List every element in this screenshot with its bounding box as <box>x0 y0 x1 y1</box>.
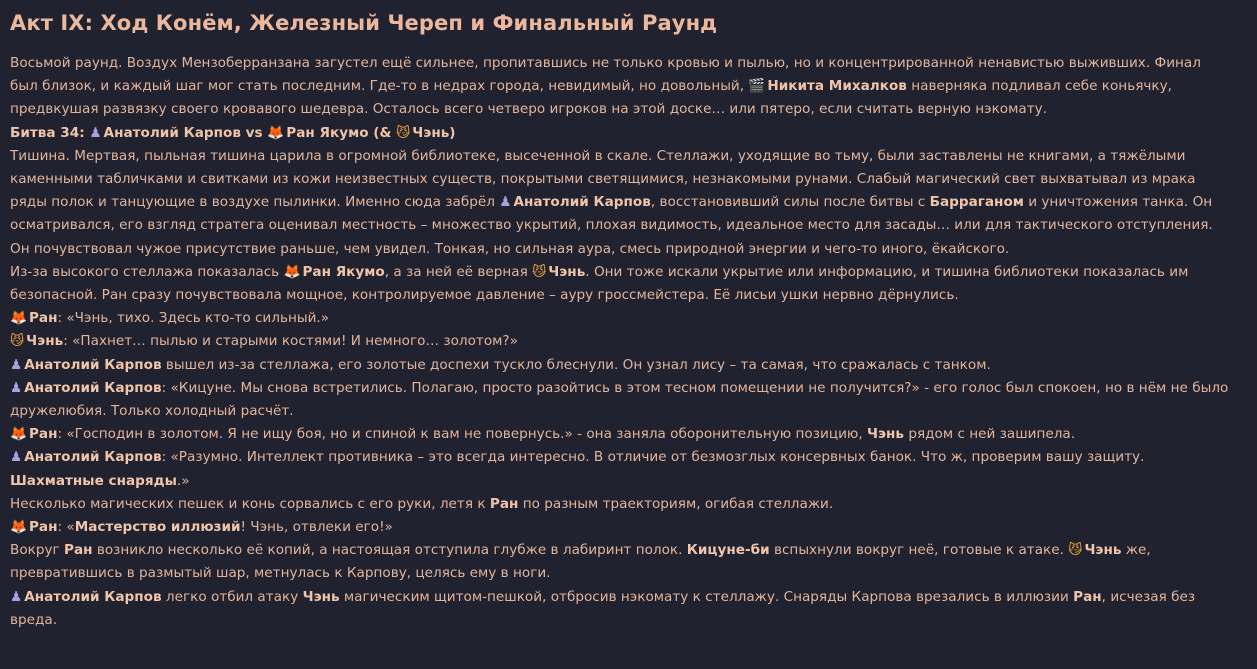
story-paragraph <box>10 516 1233 539</box>
bold-text: Анатолий Карпов <box>24 356 162 373</box>
story-paragraph <box>10 423 1233 446</box>
text-run: .» <box>176 472 190 489</box>
text-run: : «Кицуне. Мы снова встретились. Полагаю, просто разойтись в этом тесном помещении не получится?» - его голос был спокоен, но в нём не было дружелюбия. Только холодный расчёт. <box>10 379 1229 420</box>
bold-text: Чэнь) <box>412 124 456 141</box>
text-run: по разным траекториям, огибая стеллажи. <box>518 495 834 512</box>
fox-face-icon: 🦊 <box>267 124 285 141</box>
story-paragraph <box>10 539 1233 585</box>
text-run: . Они тоже искали укрытие или информацию, и тишина библиотеки показалась им безопасной. Ран сразу почувствовала мощное, контролируемое давление – ауру гроссмейстера. Её лисьи ушки нервно дёрнулись. <box>10 263 1189 304</box>
bold-text: Чэнь <box>548 263 586 280</box>
text-run: ! Чэнь, отвлеки его!» <box>240 519 393 536</box>
text-run: , а за ней её верная <box>384 263 533 280</box>
bold-text: Анатолий Карпов <box>24 449 162 466</box>
bold-text: Битва 34: <box>10 124 90 141</box>
cat-face-icon: 😼 <box>10 333 25 350</box>
bold-text: Шахматные снаряды <box>10 472 177 489</box>
text-run: Вокруг <box>10 542 64 559</box>
bold-text: Анатолий Карпов <box>513 194 651 211</box>
text-run: : «Господин в золотом. Я не ищу боя, но и спиной к вам не повернусь.» - она заняла оборонительную позицию, <box>57 426 867 443</box>
bold-text: Анатолий Карпов vs <box>103 124 268 141</box>
story-paragraph <box>10 493 1233 516</box>
chess-pawn-icon: ♟ <box>10 449 23 466</box>
text-run: : «Разумно. Интеллект противника – это всегда интересно. В отличие от безмозглых консервных банок. Что ж, проверим вашу защиту. <box>161 449 1145 466</box>
fox-face-icon: 🦊 <box>283 263 301 280</box>
text-run: Тишина. Мертвая, пыльная тишина царила в огромной библиотеке, высеченной в скале. Стеллажи, уходящие во тьму, были заставлены не книгами, а тяжёлыми каменными табличками и свитками из кожи неизвестных существ, покрытыми светящимися, незнакомыми рунами. Слабый магический свет выхватывал из мрака ряды полок и танцующие в воздухе пылинки. Именно сюда забрёл <box>10 147 1196 211</box>
text-run: Несколько магических пешек и конь сорвались с его руки, летя к <box>10 495 490 512</box>
bold-text: Анатолий Карпов <box>24 379 162 396</box>
story-paragraph <box>10 330 1233 353</box>
bold-text: Ран <box>28 310 58 327</box>
page-title: Акт IX: Ход Конём, Железный Череп и Финальный Раунд <box>10 11 718 35</box>
text-run: возникло несколько её копий, а настоящая отступила глубже в лабиринт полок. <box>92 542 687 559</box>
text-run: же, превратившись в размытый шар, метнулась к Карпову, целясь ему в ноги. <box>10 542 1151 582</box>
fox-face-icon: 🦊 <box>10 426 27 443</box>
story-paragraph <box>10 377 1233 423</box>
story-paragraph <box>10 354 1233 377</box>
text-run: : « <box>57 519 75 536</box>
bold-text: Ран <box>1073 588 1102 605</box>
chess-pawn-icon: ♟ <box>499 194 512 211</box>
text-run: : «Чэнь, тихо. Здесь кто-то сильный.» <box>57 310 330 327</box>
chess-pawn-icon: ♟ <box>89 124 102 141</box>
bold-text: Ран Якумо (& <box>286 124 397 141</box>
bold-text: Мастерство иллюзий <box>74 519 241 536</box>
bold-text: Чэнь <box>26 333 64 350</box>
story-content <box>10 52 1233 632</box>
text-run: вспыхнули вокруг неё, готовые к атаке. <box>769 542 1069 559</box>
text-run: магическим щитом-пешкой, отбросив нэкомату к стеллажу. Снаряды Карпова врезались в иллюзии <box>339 588 1074 605</box>
bold-text: Чэнь <box>302 588 340 605</box>
bold-text: Чэнь <box>867 426 905 443</box>
text-run: : «Пахнет… пылью и старыми костями! И немного… золотом?» <box>63 333 518 350</box>
chess-pawn-icon: ♟ <box>10 356 23 373</box>
text-run: и уничтожения танка. Он осматривался, его взгляд стратега оценивал местность – множество укрытий, плохая видимость, идеальное место для засады… или для тактического отступления. Он почувствовал чужое присутствие раньше, чем увидел. Тонкая, но сильная аура, смесь природной энергии и чего-то иного, ёкайского. <box>10 194 1213 257</box>
story-paragraph <box>10 52 1233 122</box>
cat-face-icon: 😼 <box>1068 542 1083 559</box>
text-run: вышел из-за стеллажа, его золотые доспехи тускло блеснули. Он узнал лису – та самая, что сражалась с танком. <box>161 356 991 373</box>
text-run: Восьмой раунд. Воздух Мензоберранзана загустел ещё сильнее, пропитавшись не только кровью и пылью, но и концентрированной ненавистью выживших. Финал был близок, и каждый шаг мог стать последним. Где-то в недрах города, невидимый, но довольный, <box>10 55 1201 95</box>
bold-text: Анатолий Карпов <box>24 588 162 605</box>
text-run: , исчезая без вреда. <box>10 588 1196 628</box>
bold-text: Ран <box>64 542 93 559</box>
bold-text: Ран <box>28 426 58 443</box>
fox-face-icon: 🦊 <box>10 519 27 536</box>
chess-pawn-icon: ♟ <box>10 379 23 396</box>
cat-face-icon: 😼 <box>396 124 411 141</box>
bold-text: Никита Михалков <box>767 78 907 95</box>
bold-text: Ран <box>28 519 58 536</box>
bold-text: Ран Якумо <box>302 263 385 280</box>
chess-pawn-icon: ♟ <box>10 588 23 605</box>
story-paragraph <box>10 122 1233 145</box>
story-paragraph <box>10 307 1233 330</box>
text-run: рядом с ней зашипела. <box>904 426 1076 443</box>
story-paragraph <box>10 145 1233 261</box>
story-paragraph <box>10 586 1233 632</box>
bold-text: Чэнь <box>1084 542 1122 559</box>
story-paragraph <box>10 446 1233 492</box>
text-run: , восстановивший силы после битвы с <box>650 194 930 211</box>
text-run: легко отбил атаку <box>161 588 303 605</box>
text-run: наверняка подливал себе коньячку, предвкушая развязку своего кровавого шедевра. Осталось всего четверо игроков на этой доске… или пятеро, если считать верную нэкомату. <box>10 78 1172 118</box>
bold-text: Кицуне-би <box>686 542 770 559</box>
fox-face-icon: 🦊 <box>10 310 27 327</box>
cat-face-icon: 😼 <box>532 263 547 280</box>
text-run: Из-за высокого стеллажа показалась <box>10 263 284 280</box>
story-paragraph <box>10 261 1233 307</box>
clapper-board-icon: 🎬 <box>748 78 766 95</box>
bold-text: Баррaганом <box>929 194 1024 211</box>
bold-text: Ран <box>489 495 519 512</box>
